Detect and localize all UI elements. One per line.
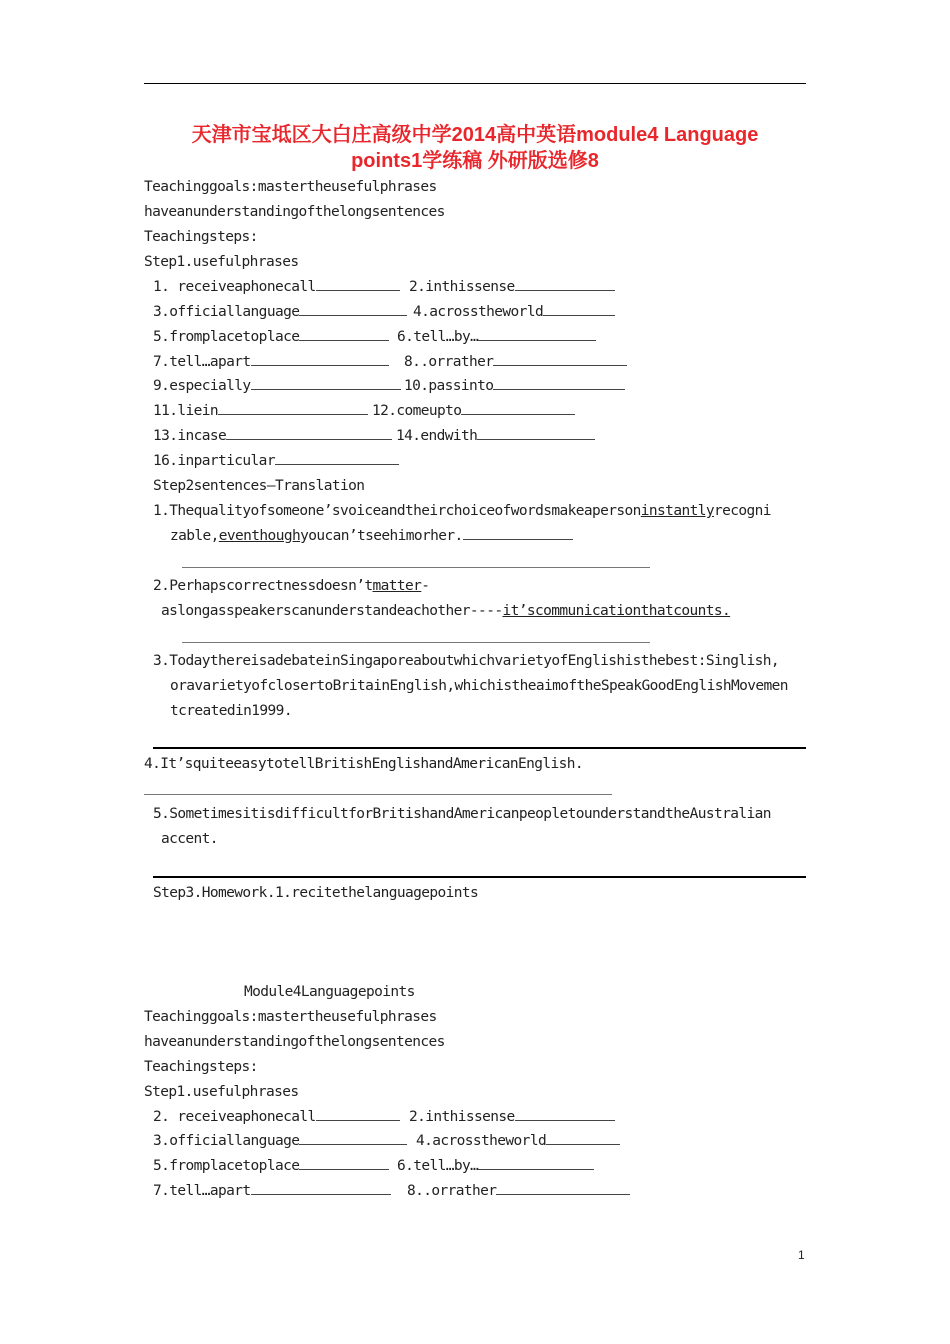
phrase-item: 3.officiallanguage bbox=[153, 303, 407, 321]
phrase-item: 11.liein bbox=[153, 402, 368, 420]
sentence-3-line3: tcreatedin1999. bbox=[170, 703, 292, 719]
module-heading: Module4Languagepoints bbox=[244, 984, 415, 1000]
document-title bbox=[144, 122, 806, 174]
answer-line bbox=[182, 567, 650, 568]
sentence-3-line2: oravarietyofclosertoBritainEnglish,whichistheaimoftheSpeakGoodEnglishMovemen bbox=[170, 678, 788, 694]
answer-line bbox=[153, 747, 806, 749]
sentence-4: 4.It’squiteeasytotellBritishEnglishandAmericanEnglish. bbox=[144, 756, 584, 772]
phrase-item: 4.acrosstheworld bbox=[416, 1132, 620, 1150]
sentence-2-line1: 2.Perhapscorrectnessdoesn’tmatter- bbox=[153, 578, 430, 594]
phrase-item: 2.inthissense bbox=[409, 1108, 615, 1126]
phrase-item: 9.especially bbox=[153, 377, 401, 395]
teaching-goals-1: Teachinggoals:mastertheusefulphrases bbox=[144, 179, 437, 195]
phrase-item: 2.inthissense bbox=[409, 278, 615, 296]
teaching-goals-1: Teachinggoals:mastertheusefulphrases bbox=[144, 1009, 437, 1025]
phrase-item: 8..orrather bbox=[404, 353, 627, 371]
phrase-item: 10.passinto bbox=[404, 377, 625, 395]
teaching-goals-2: haveanunderstandingofthelongsentences bbox=[144, 1034, 445, 1050]
phrase-item: 12.comeupto bbox=[372, 402, 575, 420]
sentence-5-line1: 5.SometimesitisdifficultforBritishandAmericanpeopletounderstandtheAustralian bbox=[153, 806, 771, 822]
step2-heading: Step2sentences—Translation bbox=[153, 478, 365, 494]
header-rule bbox=[144, 83, 806, 84]
sentence-3-line1: 3.TodaythereisadebateinSingaporeaboutwhichvarietyofEnglishisthebest:Singlish, bbox=[153, 653, 779, 669]
phrase-item: 4.acrosstheworld bbox=[413, 303, 615, 321]
answer-line bbox=[182, 642, 650, 643]
phrase-item: 6.tell…by… bbox=[397, 328, 596, 346]
phrase-item: 8..orrather bbox=[407, 1182, 630, 1200]
teaching-steps: Teachingsteps: bbox=[144, 229, 258, 245]
sentence-1-line2: zable,eventhoughyoucan’tseehimorher. bbox=[170, 527, 573, 545]
title-line-2: points1学练稿 外研版选修8 bbox=[351, 150, 599, 172]
teaching-steps: Teachingsteps: bbox=[144, 1059, 258, 1075]
answer-line bbox=[153, 876, 806, 878]
phrase-item: 7.tell…apart bbox=[153, 1182, 391, 1200]
phrase-item: 14.endwith bbox=[396, 427, 595, 445]
page-number: 1 bbox=[798, 1248, 805, 1262]
step3-homework: Step3.Homework.1.recitethelanguagepoints bbox=[153, 885, 479, 901]
phrase-item: 2. receiveaphonecall bbox=[153, 1108, 400, 1126]
phrase-item: 5.fromplacetoplace bbox=[153, 1157, 389, 1175]
title-line-1: 天津市宝坻区大白庄高级中学2014高中英语module4 Language bbox=[191, 124, 759, 146]
phrase-item: 13.incase bbox=[153, 427, 392, 445]
phrase-item: 3.officiallanguage bbox=[153, 1132, 407, 1150]
sentence-2-line2: aslongasspeakerscanunderstandeachother----it’scommunicationthatcounts. bbox=[161, 603, 731, 619]
step1-heading: Step1.usefulphrases bbox=[144, 254, 299, 270]
sentence-5-line2: accent. bbox=[161, 831, 218, 847]
sentence-1-line1: 1.Thequalityofsomeone’svoiceandtheirchoiceofwordsmakeapersoninstantlyrecogni bbox=[153, 503, 771, 519]
step1-heading: Step1.usefulphrases bbox=[144, 1084, 299, 1100]
phrase-item: 7.tell…apart bbox=[153, 353, 389, 371]
teaching-goals-2: haveanunderstandingofthelongsentences bbox=[144, 204, 445, 220]
phrase-item: 5.fromplacetoplace bbox=[153, 328, 389, 346]
phrase-item: 6.tell…by… bbox=[397, 1157, 594, 1175]
phrase-item: 1. receiveaphonecall bbox=[153, 278, 400, 296]
phrase-item: 16.inparticular bbox=[153, 452, 399, 470]
answer-line bbox=[144, 794, 612, 795]
